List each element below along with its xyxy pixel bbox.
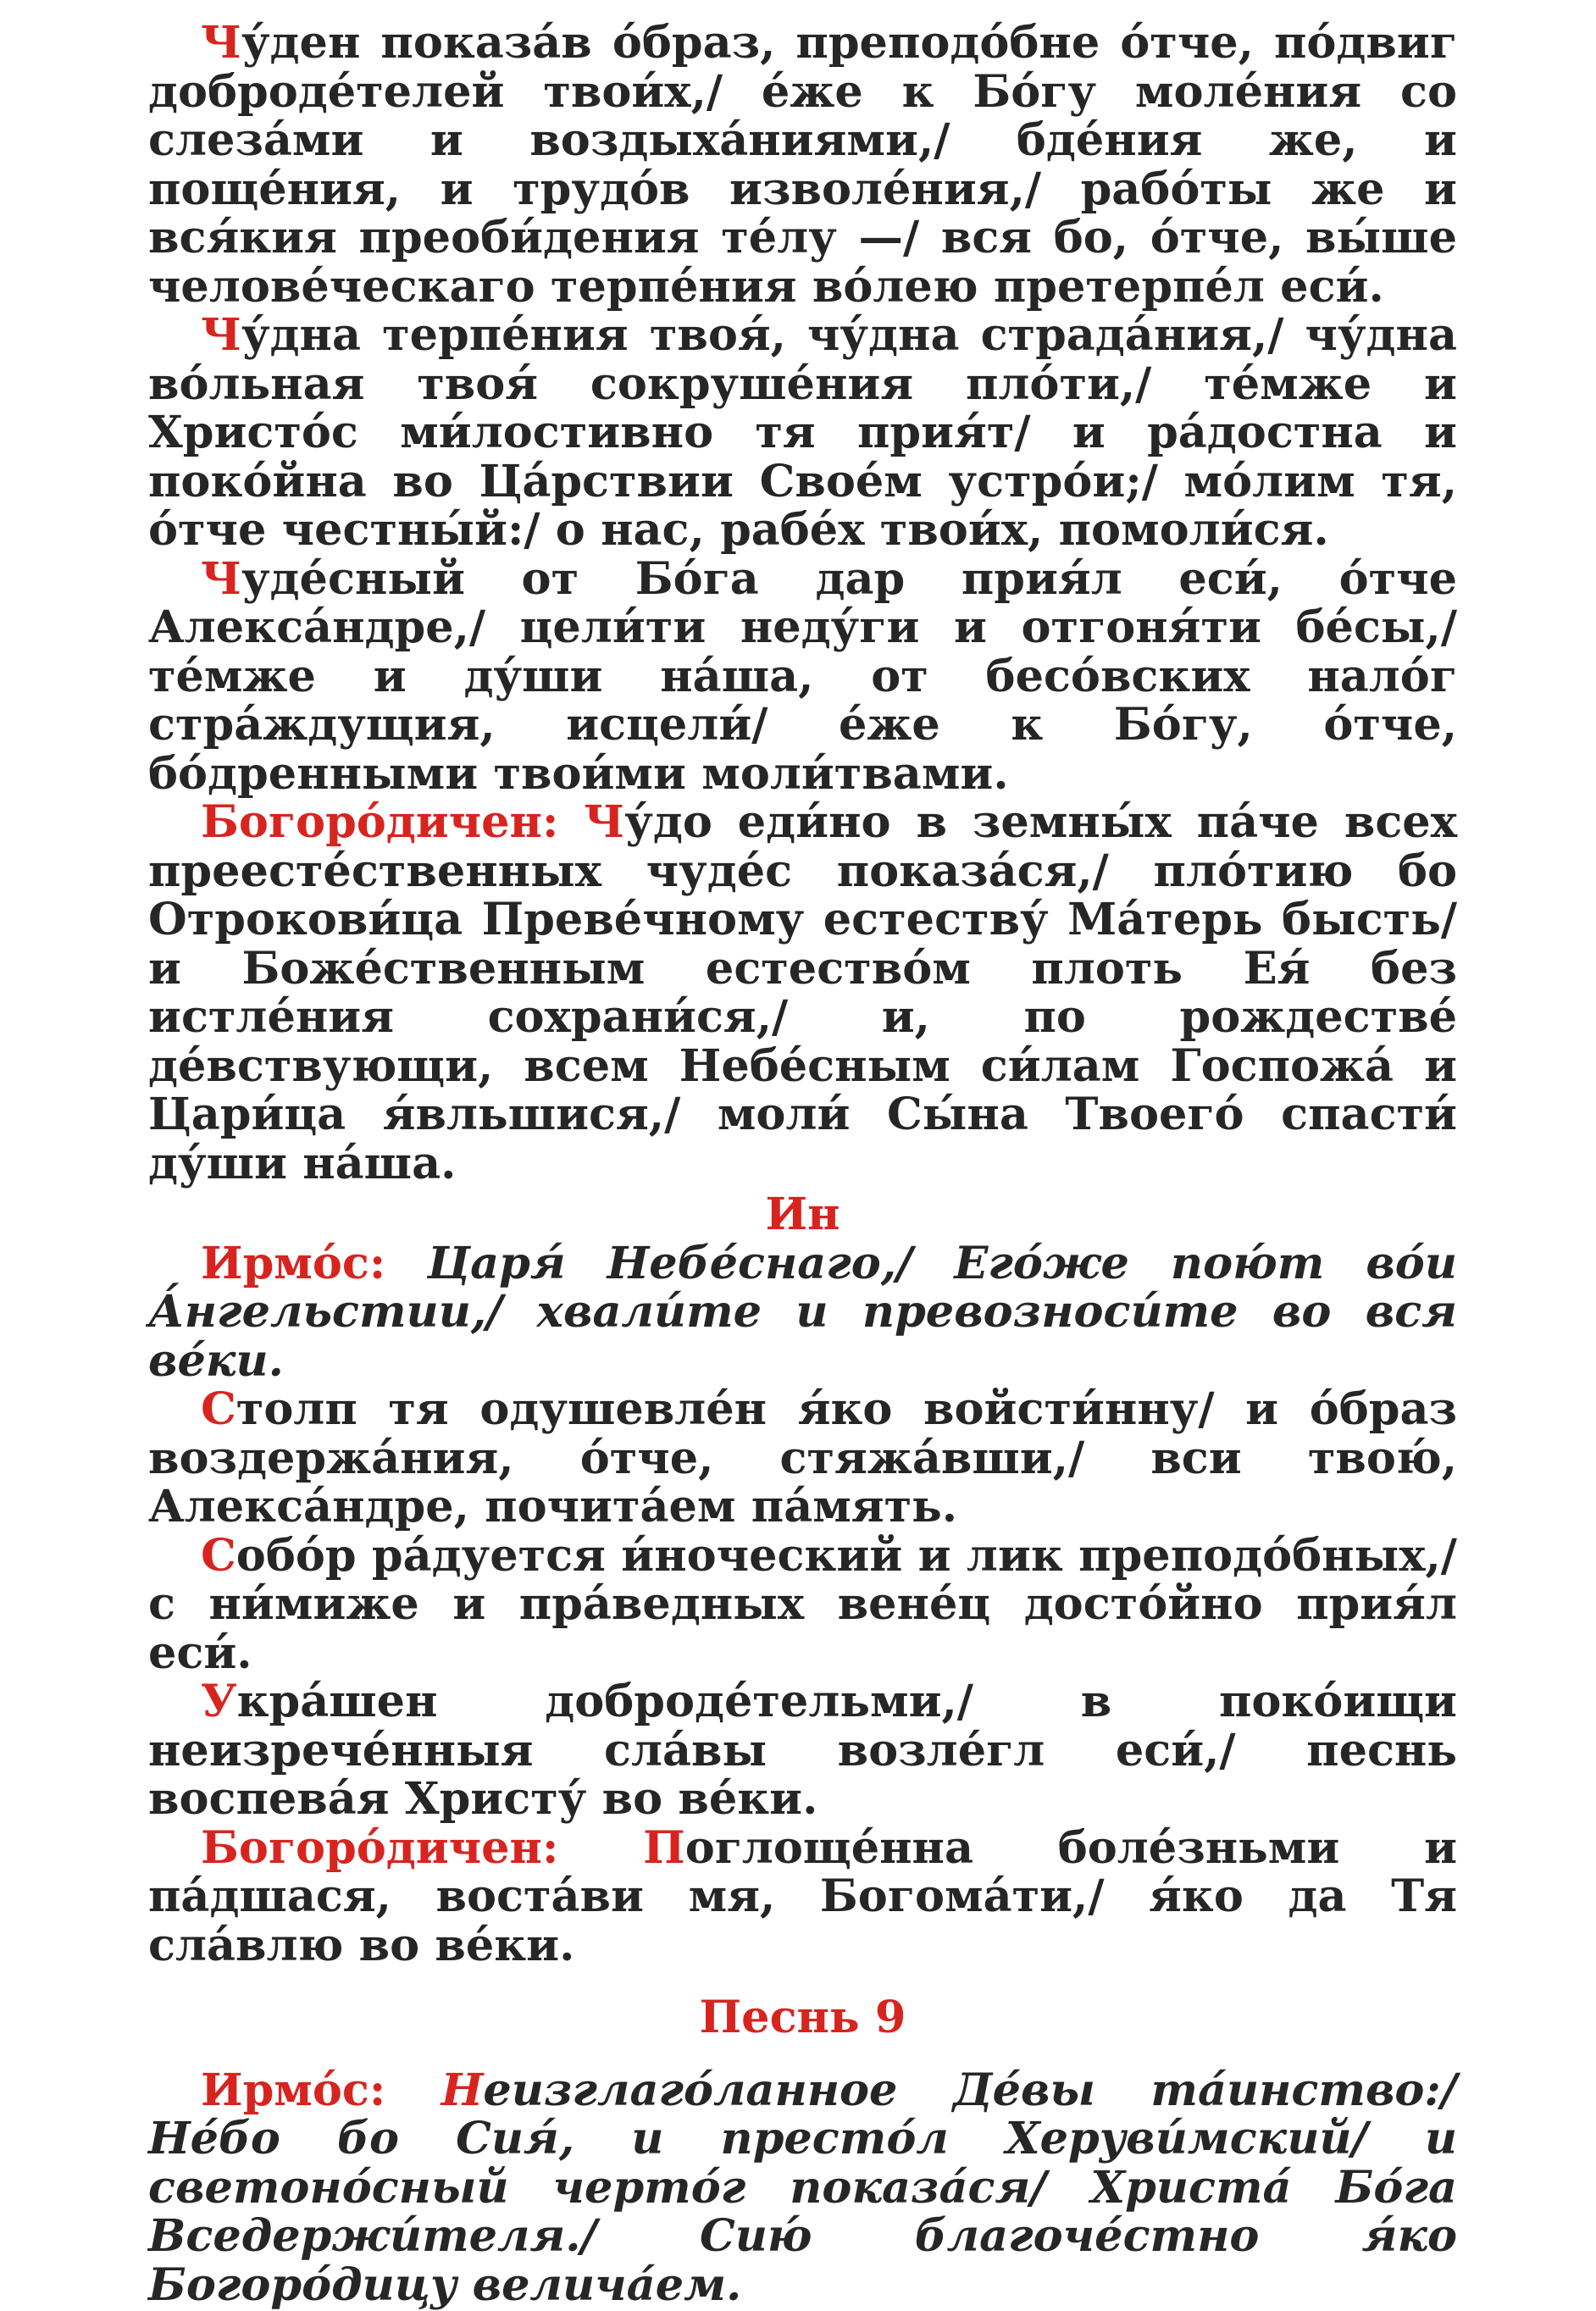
irmos-label: Ирмо́с: [201,2064,386,2116]
theotokion-2 [148,1821,1458,1971]
red-initial: У [201,1676,237,1727]
theotokion-label: Богоро́дичен: [201,1821,559,1874]
troparion-2 [148,311,1457,555]
troparion-text: кра́шен доброде́тельми,/ в поко́ищи неизрече́нныя сла́вы возле́гл еси́,/ песнь воспева́я Христу́ во ве́ки. [148,1676,1457,1825]
troparion-text: толп тя одушевле́н я́ко войсти́нну/ и о́браз воздержа́ния, о́тче, стяжа́вши,/ вси твою́, Алекса́ндре, почита́ем па́мять. [148,1383,1457,1532]
heading-song-9: Песнь 9 [699,1992,906,2043]
red-initial: Ч [201,309,241,361]
irmos-2 [148,2066,1457,2310]
heading-in: Ин [765,1189,840,1240]
irmos-text: Царя́ Небе́снаго,/ Его́же пою́т во́и А́нгельстии,/ хвали́те и превозноси́те во вся ве́ки. [148,1237,1457,1387]
troparion-text: у́ден показа́в о́браз, преподо́бне о́тче, по́двиг доброде́телей твои́х,/ е́же к Бо́гу моле́ния со слеза́ми и воздыха́ниями,/ бде́ния же, и поще́ния, и трудо́в изволе́ния,/ рабо́ты же и вся́кия преоби́дения те́лу —/ вся бо, о́тче, вы́ше челове́ческаго терпе́ния во́лею претерпе́л еси́. [148,17,1457,313]
red-initial: Ч [201,17,241,69]
irmos-1 [148,1239,1457,1386]
troparion-3 [148,552,1457,800]
theotokion-text: у́до еди́но в земны́х па́че всех преесте́ственных чуде́с показа́ся,/ пло́тию бо Отрокови́ца Преве́чному естеству́ Ма́терь бысть/ и Боже́ственным естество́м плоть Ея́ без истле́ния сохрани́ся,/ и, по рождестве́ де́вствующи, всем Небе́сным си́лам Госпожа́ и Цари́ца я́вльшися,/ моли́ Сы́на Твоего́ спасти́ ду́ши на́ша. [148,796,1458,1189]
troparion-1 [148,19,1457,311]
red-initial: С [201,1529,236,1582]
troparion-text: обо́р ра́дуется и́ноческий и лик преподо́бных,/ с ни́миже и пра́ведных вене́ц досто́йно прия́л еси́. [148,1529,1457,1679]
theotokion-text: оглоще́нна боле́зньми и па́дшася, воста́ви мя, Богома́ти,/ я́ко да Тя сла́влю во ве́ки. [148,1821,1458,1971]
troparion-4 [148,1385,1457,1532]
troparion-text: у́дна терпе́ния твоя́, чу́дна страда́ния,/ чу́дна во́льная твоя́ сокруше́ния пло́ти,/ те́мже и Христо́с ми́лостивно тя прия́т/ и ра́достна и поко́йна во Ца́рствии Свое́м устро́и;/ мо́лим тя, о́тче честны́й:/ о нас, рабе́х твои́х, помоли́ся. [148,309,1457,556]
irmos-text: еизглаго́ланное Де́вы та́инство:/ Не́бо бо Сия́, и престо́л Херуви́мский/ и светоно́сный черто́г показа́ся/ Христа́ Бо́га Вседержи́теля./ Сию́ благоче́стно я́ко Богоро́дицу велича́ем. [148,2064,1457,2311]
troparion-5 [148,1529,1457,1679]
document-page [148,19,1457,2309]
red-initial: П [643,1821,685,1874]
red-initial: Ч [201,552,241,605]
theotokion-label: Богоро́дичен: [201,796,559,848]
irmos-label: Ирмо́с: [201,1237,386,1289]
troparion-text: уде́сный от Бо́га дар прия́л еси́, о́тче Алекса́ндре,/ цели́ти неду́ги и отгоня́ти бе́сы,/ те́мже и ду́ши на́ша, от бесо́вских нало́г стра́ждущия, исцели́/ е́же к Бо́гу, о́тче, бо́дренными твои́ми моли́твами. [148,552,1457,800]
theotokion-1 [148,798,1457,1188]
red-initial: Ч [584,796,625,848]
red-initial: Н [441,2064,484,2116]
red-initial: С [201,1383,236,1435]
troparion-6 [148,1677,1457,1824]
